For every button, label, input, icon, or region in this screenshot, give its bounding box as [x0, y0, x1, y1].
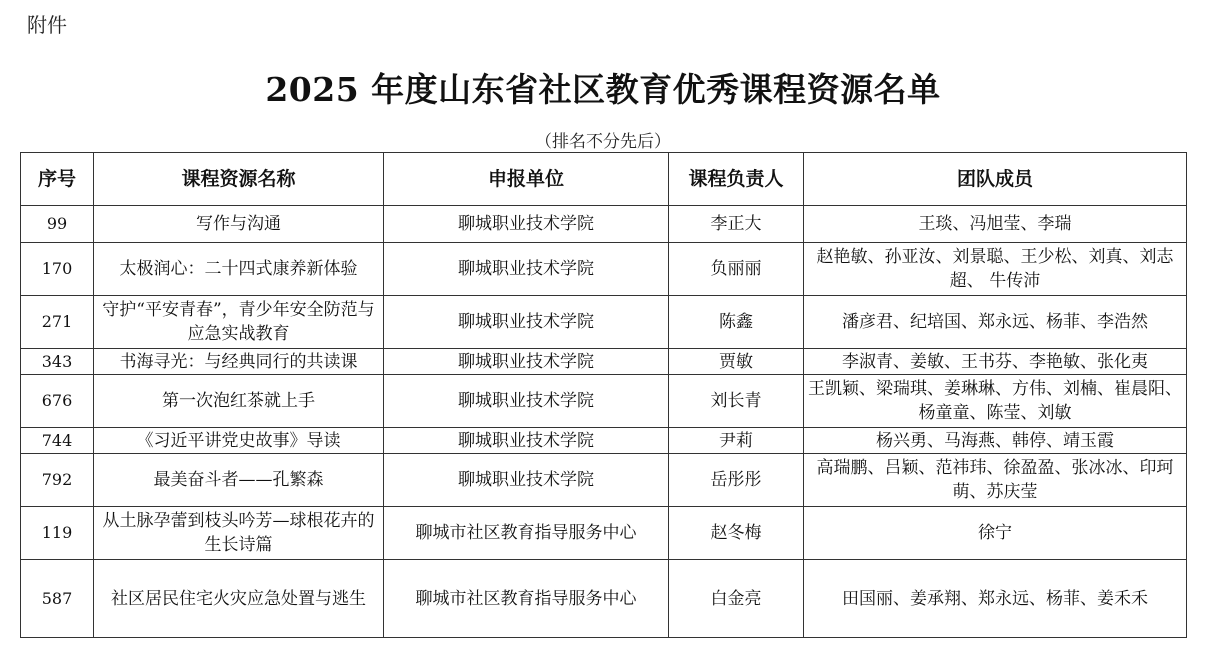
cell-applying-unit: 聊城市社区教育指导服务中心 — [384, 507, 669, 560]
cell-applying-unit: 聊城市社区教育指导服务中心 — [384, 560, 669, 638]
cell-serial-number: 119 — [21, 507, 94, 560]
header-serial-number: 序号 — [21, 153, 94, 206]
ranking-note: （排名不分先后） — [535, 132, 671, 152]
cell-team-members: 赵艳敏、孙亚汝、刘景聪、王少松、刘真、刘志超、 牛传沛 — [804, 243, 1187, 296]
table-row — [21, 560, 1187, 638]
cell-serial-number: 676 — [21, 375, 94, 428]
cell-team-members: 高瑞鹏、吕颖、范祎玮、徐盈盈、张冰冰、印珂萌、苏庆莹 — [804, 454, 1187, 507]
header-course-name: 课程资源名称 — [94, 153, 384, 206]
cell-course-name: 最美奋斗者——孔繁森 — [94, 454, 384, 507]
cell-serial-number: 170 — [21, 243, 94, 296]
cell-course-name: 守护“平安青春”，青少年安全防范与应急实战教育 — [94, 296, 384, 349]
cell-team-members: 田国丽、姜承翔、郑永远、杨菲、姜禾禾 — [804, 560, 1187, 638]
cell-course-lead: 刘长青 — [669, 375, 804, 428]
header-applying-unit: 申报单位 — [384, 153, 669, 206]
attachment-label: 附件 — [27, 13, 67, 37]
cell-applying-unit: 聊城职业技术学院 — [384, 375, 669, 428]
cell-serial-number: 271 — [21, 296, 94, 349]
table-row — [21, 428, 1187, 454]
table-row — [21, 206, 1187, 243]
cell-team-members: 杨兴勇、马海燕、韩停、靖玉霞 — [804, 428, 1187, 454]
cell-course-name: 《习近平讲党史故事》导读 — [94, 428, 384, 454]
cell-course-name: 写作与沟通 — [94, 206, 384, 243]
cell-course-lead: 岳彤彤 — [669, 454, 804, 507]
cell-course-lead: 尹莉 — [669, 428, 804, 454]
cell-serial-number: 744 — [21, 428, 94, 454]
table-row — [21, 243, 1187, 296]
cell-serial-number: 792 — [21, 454, 94, 507]
table-row — [21, 375, 1187, 428]
cell-applying-unit: 聊城职业技术学院 — [384, 428, 669, 454]
cell-serial-number: 99 — [21, 206, 94, 243]
cell-course-lead: 陈鑫 — [669, 296, 804, 349]
cell-team-members: 王凯颖、梁瑞琪、姜琳琳、方伟、刘楠、崔晨阳、杨童童、陈莹、刘敏 — [804, 375, 1187, 428]
cell-course-lead: 赵冬梅 — [669, 507, 804, 560]
cell-applying-unit: 聊城职业技术学院 — [384, 349, 669, 375]
cell-team-members: 潘彦君、纪培国、郑永远、杨菲、李浩然 — [804, 296, 1187, 349]
cell-course-name: 第一次泡红茶就上手 — [94, 375, 384, 428]
cell-team-members: 徐宁 — [804, 507, 1187, 560]
cell-course-lead: 负丽丽 — [669, 243, 804, 296]
cell-serial-number: 587 — [21, 560, 94, 638]
cell-course-lead: 白金亮 — [669, 560, 804, 638]
header-team-members: 团队成员 — [804, 153, 1187, 206]
cell-course-name: 社区居民住宅火灾应急处置与逃生 — [94, 560, 384, 638]
cell-applying-unit: 聊城职业技术学院 — [384, 296, 669, 349]
table-header-row — [21, 153, 1187, 206]
table-row — [21, 454, 1187, 507]
table-row — [21, 296, 1187, 349]
cell-applying-unit: 聊城职业技术学院 — [384, 206, 669, 243]
header-course-lead: 课程负责人 — [669, 153, 804, 206]
cell-team-members: 王琰、冯旭莹、李瑞 — [804, 206, 1187, 243]
course-list-table — [20, 152, 1187, 638]
cell-course-lead: 李正大 — [669, 206, 804, 243]
table-row — [21, 349, 1187, 375]
table-row — [21, 507, 1187, 560]
cell-course-name: 从土脉孕蕾到枝头吟芳—球根花卉的生长诗篇 — [94, 507, 384, 560]
cell-course-name: 太极润心：二十四式康养新体验 — [94, 243, 384, 296]
cell-applying-unit: 聊城职业技术学院 — [384, 243, 669, 296]
cell-serial-number: 343 — [21, 349, 94, 375]
document-title: 2025 年度山东省社区教育优秀课程资源名单 — [265, 70, 941, 109]
cell-applying-unit: 聊城职业技术学院 — [384, 454, 669, 507]
cell-course-name: 书海寻光：与经典同行的共读课 — [94, 349, 384, 375]
cell-team-members: 李淑青、姜敏、王书芬、李艳敏、张化夷 — [804, 349, 1187, 375]
cell-course-lead: 贾敏 — [669, 349, 804, 375]
